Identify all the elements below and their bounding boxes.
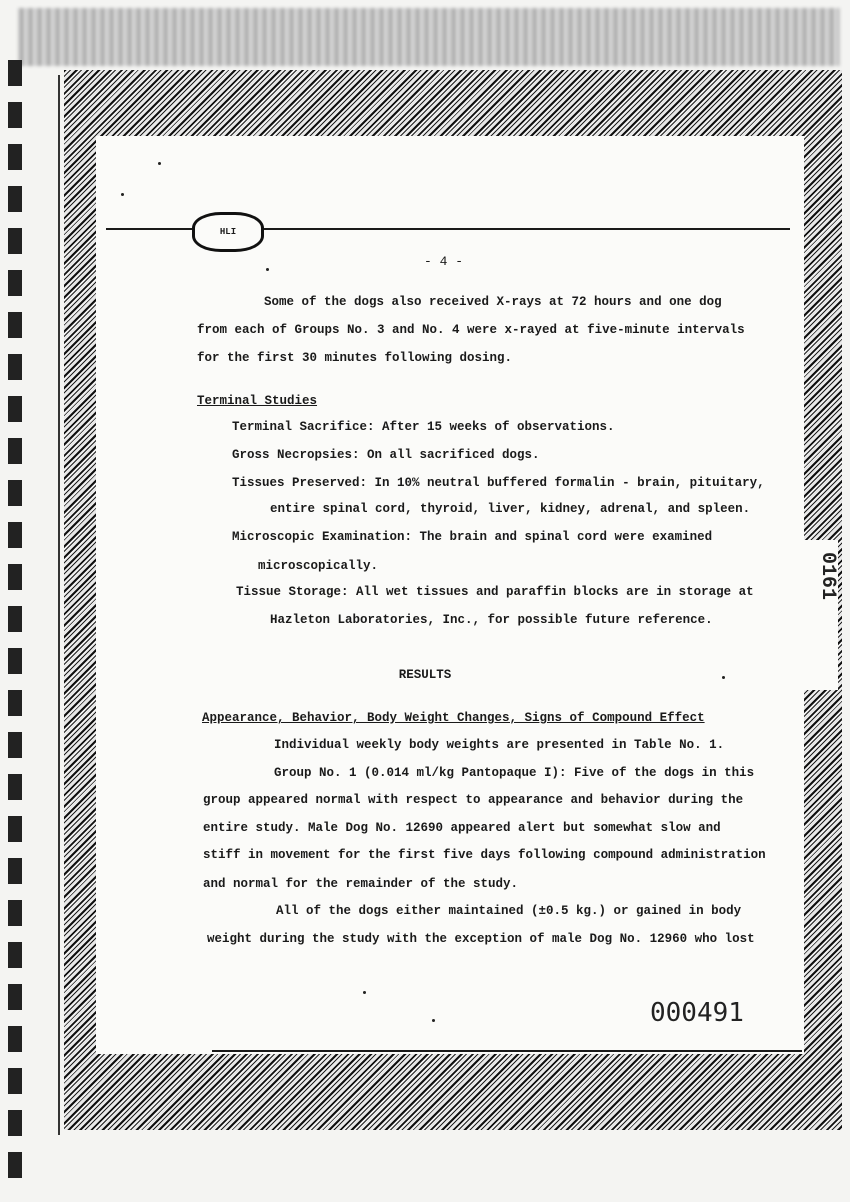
list-item: Microscopic Examination: The brain and spinal cord were examined: [232, 530, 713, 544]
paragraph-line: group appeared normal with respect to appearance and behavior during the: [203, 793, 744, 807]
scan-smudge: [18, 8, 840, 66]
page-number: - 4 -: [424, 254, 464, 269]
header-rule-right: [258, 228, 790, 230]
company-logo: HLI: [192, 212, 264, 252]
binding-holes: [8, 60, 22, 1190]
subsection-heading: Appearance, Behavior, Body Weight Changes, Signs of Compound Effect: [202, 711, 705, 725]
list-item-continued: entire spinal cord, thyroid, liver, kidney, adrenal, and spleen.: [270, 502, 751, 516]
paragraph-line: Group No. 1 (0.014 ml/kg Pantopaque I): Five of the dogs in this: [274, 766, 755, 780]
paragraph-line: weight during the study with the exception of male Dog No. 12960 who lost: [207, 932, 755, 946]
paragraph-line: Some of the dogs also received X-rays at 72 hours and one dog: [264, 295, 722, 309]
footer-rule: [212, 1050, 802, 1052]
list-item-continued: microscopically.: [258, 559, 379, 573]
list-item-continued: Hazleton Laboratories, Inc., for possible future reference.: [270, 613, 713, 627]
bates-stamp-number: 000491: [650, 998, 744, 1028]
header-rule-left: [106, 228, 192, 230]
scan-speck: [158, 162, 161, 165]
paragraph-line: entire study. Male Dog No. 12690 appeared alert but somewhat slow and: [203, 821, 721, 835]
list-item: Tissue Storage: All wet tissues and paraffin blocks are in storage at: [236, 585, 754, 599]
section-heading-results: RESULTS: [398, 668, 452, 682]
list-item: Gross Necropsies: On all sacrificed dogs.: [232, 448, 540, 462]
scan-speck: [432, 1019, 435, 1022]
paragraph-line: stiff in movement for the first five days following compound administration: [203, 848, 766, 862]
paragraph-line: for the first 30 minutes following dosing.: [197, 351, 513, 365]
paragraph-line: and normal for the remainder of the study.: [203, 877, 519, 891]
paragraph-line: from each of Groups No. 3 and No. 4 were x-rayed at five-minute intervals: [197, 323, 745, 337]
section-heading-terminal: Terminal Studies: [197, 394, 318, 408]
margin-code: 0161: [816, 552, 839, 601]
scan-speck: [722, 676, 725, 679]
margin-line: [58, 75, 60, 1135]
scan-speck: [363, 991, 366, 994]
scan-speck: [266, 268, 269, 271]
list-item: Tissues Preserved: In 10% neutral buffered formalin - brain, pituitary,: [232, 476, 765, 490]
paragraph-line: Individual weekly body weights are presented in Table No. 1.: [274, 738, 725, 752]
list-item: Terminal Sacrifice: After 15 weeks of observations.: [232, 420, 615, 434]
scan-speck: [121, 193, 124, 196]
paragraph-line: All of the dogs either maintained (±0.5 kg.) or gained in body: [276, 904, 742, 918]
